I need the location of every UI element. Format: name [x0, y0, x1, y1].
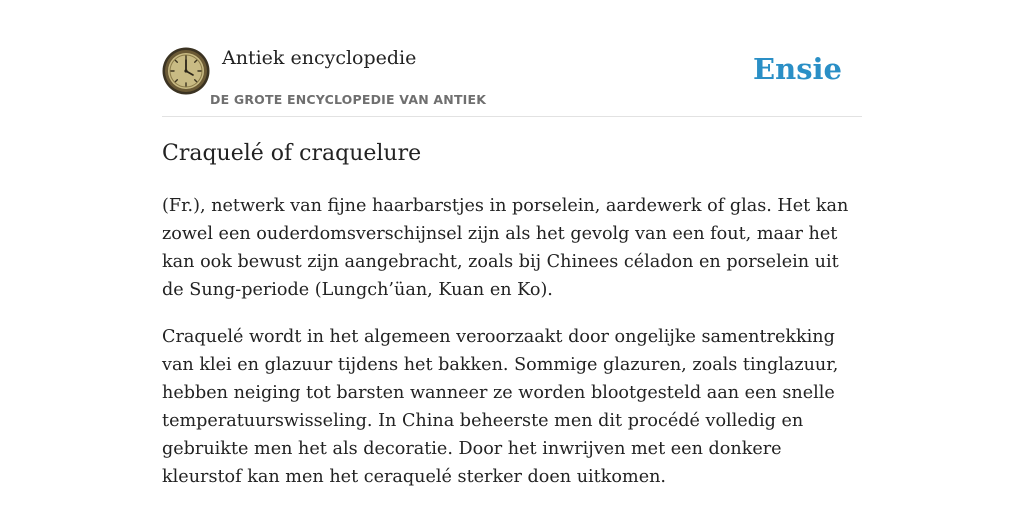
article-paragraph: (Fr.), netwerk van fijne haarbarstjes in porselein, aardewerk of glas. Het kan zowel een ouderdomsverschijnsel zijn als het gevolg van een fout, maar het kan ook bewust zijn aangebracht, zoals bij Chinees céladon en porselein uit de Sung-periode (Lungch’üan, Kuan en Ko). — [162, 196, 849, 300]
article-body — [162, 192, 862, 510]
site-header — [162, 0, 862, 117]
brand-logo[interactable]: Ensie — [753, 52, 842, 86]
antique-clock-icon[interactable] — [162, 47, 210, 95]
site-subtitle: DE GROTE ENCYCLOPEDIE VAN ANTIEK — [210, 92, 487, 107]
site-title[interactable]: Antiek encyclopedie — [222, 47, 417, 69]
article-paragraph: Craquelé wordt in het algemeen veroorzaakt door ongelijke samentrekking van klei en glazuur tijdens het bakken. Sommige glazuren, zoals tinglazuur, hebben neiging tot barsten wanneer ze worden blootgesteld aan een snelle temperatuurswisseling. In China beheerste men dit procédé volledig en gebruikte men het als decoratie. Door het inwrijven met een donkere kleurstof kan men het ceraquelé sterker doen uitkomen. — [162, 327, 839, 487]
article-title: Craquelé of craquelure — [162, 141, 422, 166]
